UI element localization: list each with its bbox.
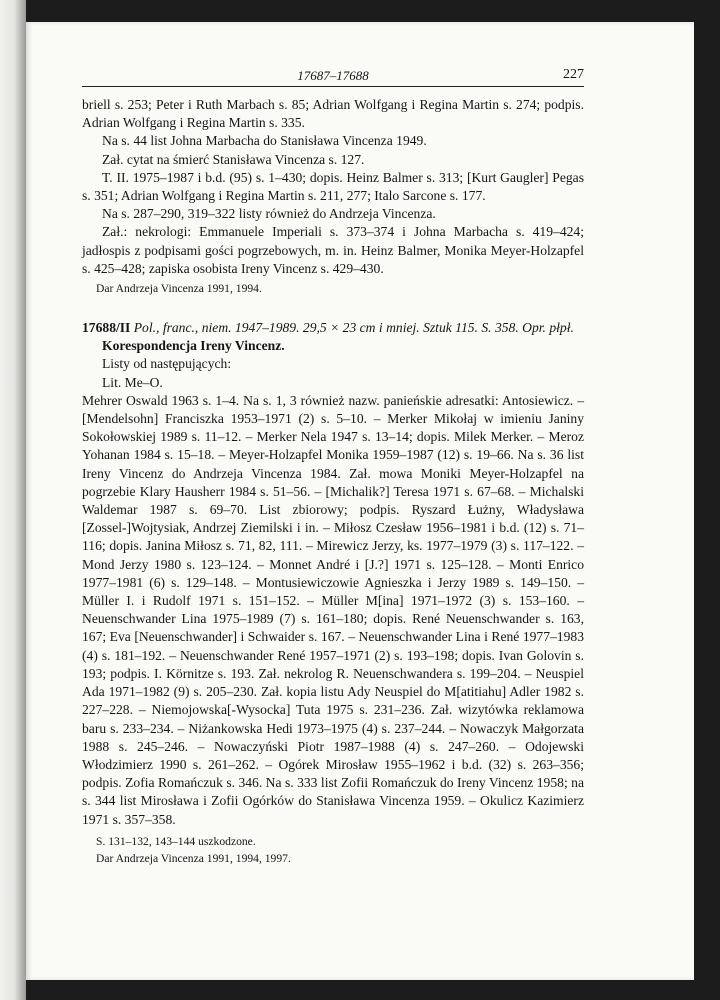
paragraph-continuation: briell s. 253; Peter i Ruth Marbach s. 85; Adrian Wolfgang i Regina Martin s. 274; podpis. Adrian Wolfgang i Regina Martin s. 335. [82, 97, 584, 131]
page-number: 227 [563, 67, 584, 82]
paragraph-attachments: Zał.: nekrologi: Emmanuele Imperiali s. 373–374 i Johna Marbacha s. 419–424; jadłospis z podpisami gości pogrzebowych, m. in. Heinz Balmer, Monika Meyer-Holzapfel s. 425–428; zapiska osobista Ireny Vincenz s. 429–430. [82, 224, 584, 276]
donation-note: Dar Andrzeja Vincenza 1991, 1994. [96, 282, 262, 296]
paragraph-letter-note: Na s. 44 list Johna Marbacha do Stanisława Vincenza 1949. [102, 133, 427, 149]
entry-spacer [82, 297, 584, 319]
running-head-title: 17687–17688 [297, 68, 369, 83]
book-page [26, 22, 694, 980]
catalog-body [82, 96, 584, 867]
letters-list: Mehrer Oswald 1963 s. 1–4. Na s. 1, 3 również nazw. panieńskie adresatki: Antosiewicz. – [Mendelsohn] Franciszka 1953–1971 (2) s. 5–10. – Merker Mikołaj w imieniu Janiny Sokołowskiej 1989 s. 11–12. – Merker Nela 1947 s. 13–14; dopis. Milek Merker. – Meroz Yohanan 1984 s. 15–18. – Meyer-Holzapfel Monika 1959–1987 (12) s. 19–66. Na s. 36 list Ireny Vincenz do Andrzeja Vincenza 1984. Zał. mowa Moniki Meyer-Holzapfel na pogrzebie Klary Hausherr 1984 s. 51–56. – [Michalik?] Teresa 1971 s. 67–68. – Michalski Waldemar 1987 s. 69–70. List zbiorowy; podpis. Ryszard Łużny, Władysława [Zossel-]Wojtysiak, Andrzej Ziemilski i in. – Miłosz Czesław 1956–1981 i b.d. (12) s. 71–116; dopis. Janina Miłosz s. 71, 82, 111. – Mirewicz Jerzy, ks. 1977–1979 (3) s. 117–122. – Mond Jerzy 1980 s. 123–124. – Monnet André i [J.?] 1971 s. 125–128. – Monti Enrico 1977–1981 (6) s. 129–148. – Montusiewiczowie Agnieszka i Jerzy 1989 s. 149–150. – Müller I. i Rudolf 1971 s. 151–152. – Müller M[ina] 1971–1972 (3) s. 153–160. – Neuenschwander Lina 1975–1989 (7) s. 161–180; dopis. René Neuenschwander s. 163, 167; Eva [Neuenschwander] i Schwaider s. 167. – Neuenschwander Lina i René 1977–1983 (4) s. 181–192. – Neuenschwander René 1957–1971 (2) s. 193–198; dopis. Ivan Golovin s. 193; podpis. I. Körnitze s. 193. Zał. nekrolog R. Neuenschwandera s. 199–204. – Neuspiel Ada 1971–1982 (9) s. 205–230. Zał. kopia listu Ady Neuspiel do M[atitiahu] Adler 1982 s. 227–228. – Niemojowska[-Wysocka] Tuta 1975 s. 231–236. Zał. wizytówka reklamowa baru s. 233–234. – Niżankowska Hedi 1973–1975 (4) s. 237–244. – Nowaczyk Małgorzata 1988 s. 245–246. – Nowaczyński Piotr 1987–1988 (4) s. 247–260. – Odojewski Włodzimierz 1990 s. 261–262. – Ogórek Mirosław 1955–1962 i b.d. (32) s. 263–356; podpis. Zofia Romańczuk s. 346. Na s. 333 list Zofii Romańczuk do Ireny Vincenz 1958; na s. 344 list Mirosława i Zofii Ogórków do Stanisława Vincenza 1959. – Okulicz Kazimierz 1971 s. 357–358. [82, 392, 584, 827]
paragraph-letters-andrzej: Na s. 287–290, 319–322 listy również do Andrzeja Vincenza. [102, 206, 436, 222]
paragraph-volume-two: T. II. 1975–1987 i b.d. (95) s. 1–430; dopis. Heinz Balmer s. 313; [Kurt Gaugler] Pegas s. 351; Adrian Wolfgang i Regina Martin s. 211, 277; Italo Sarcone s. 177. [82, 169, 584, 204]
entry-heading [82, 319, 584, 337]
damage-note: S. 131–132, 143–144 uszkodzone. [96, 834, 256, 848]
letters-range: Lit. Me–O. [102, 374, 163, 390]
running-head [82, 66, 584, 87]
paragraph-attachment-quote: Zał. cytat na śmierć Stanisława Vincenza s. 127. [102, 151, 365, 167]
donation-note-2: Dar Andrzeja Vincenza 1991, 1994, 1997. [96, 851, 291, 865]
letters-from-label: Listy od następujących: [102, 356, 232, 372]
book-spine-shadow [0, 0, 26, 1000]
entry-title: Korespondencja Ireny Vincenz. [102, 338, 285, 354]
entry-description: Pol., franc., niem. 1947–1989. 29,5 × 23 cm i mniej. Sztuk 115. S. 358. Opr. płpł. [133, 320, 574, 336]
entry-number: 17688/II [82, 320, 131, 336]
